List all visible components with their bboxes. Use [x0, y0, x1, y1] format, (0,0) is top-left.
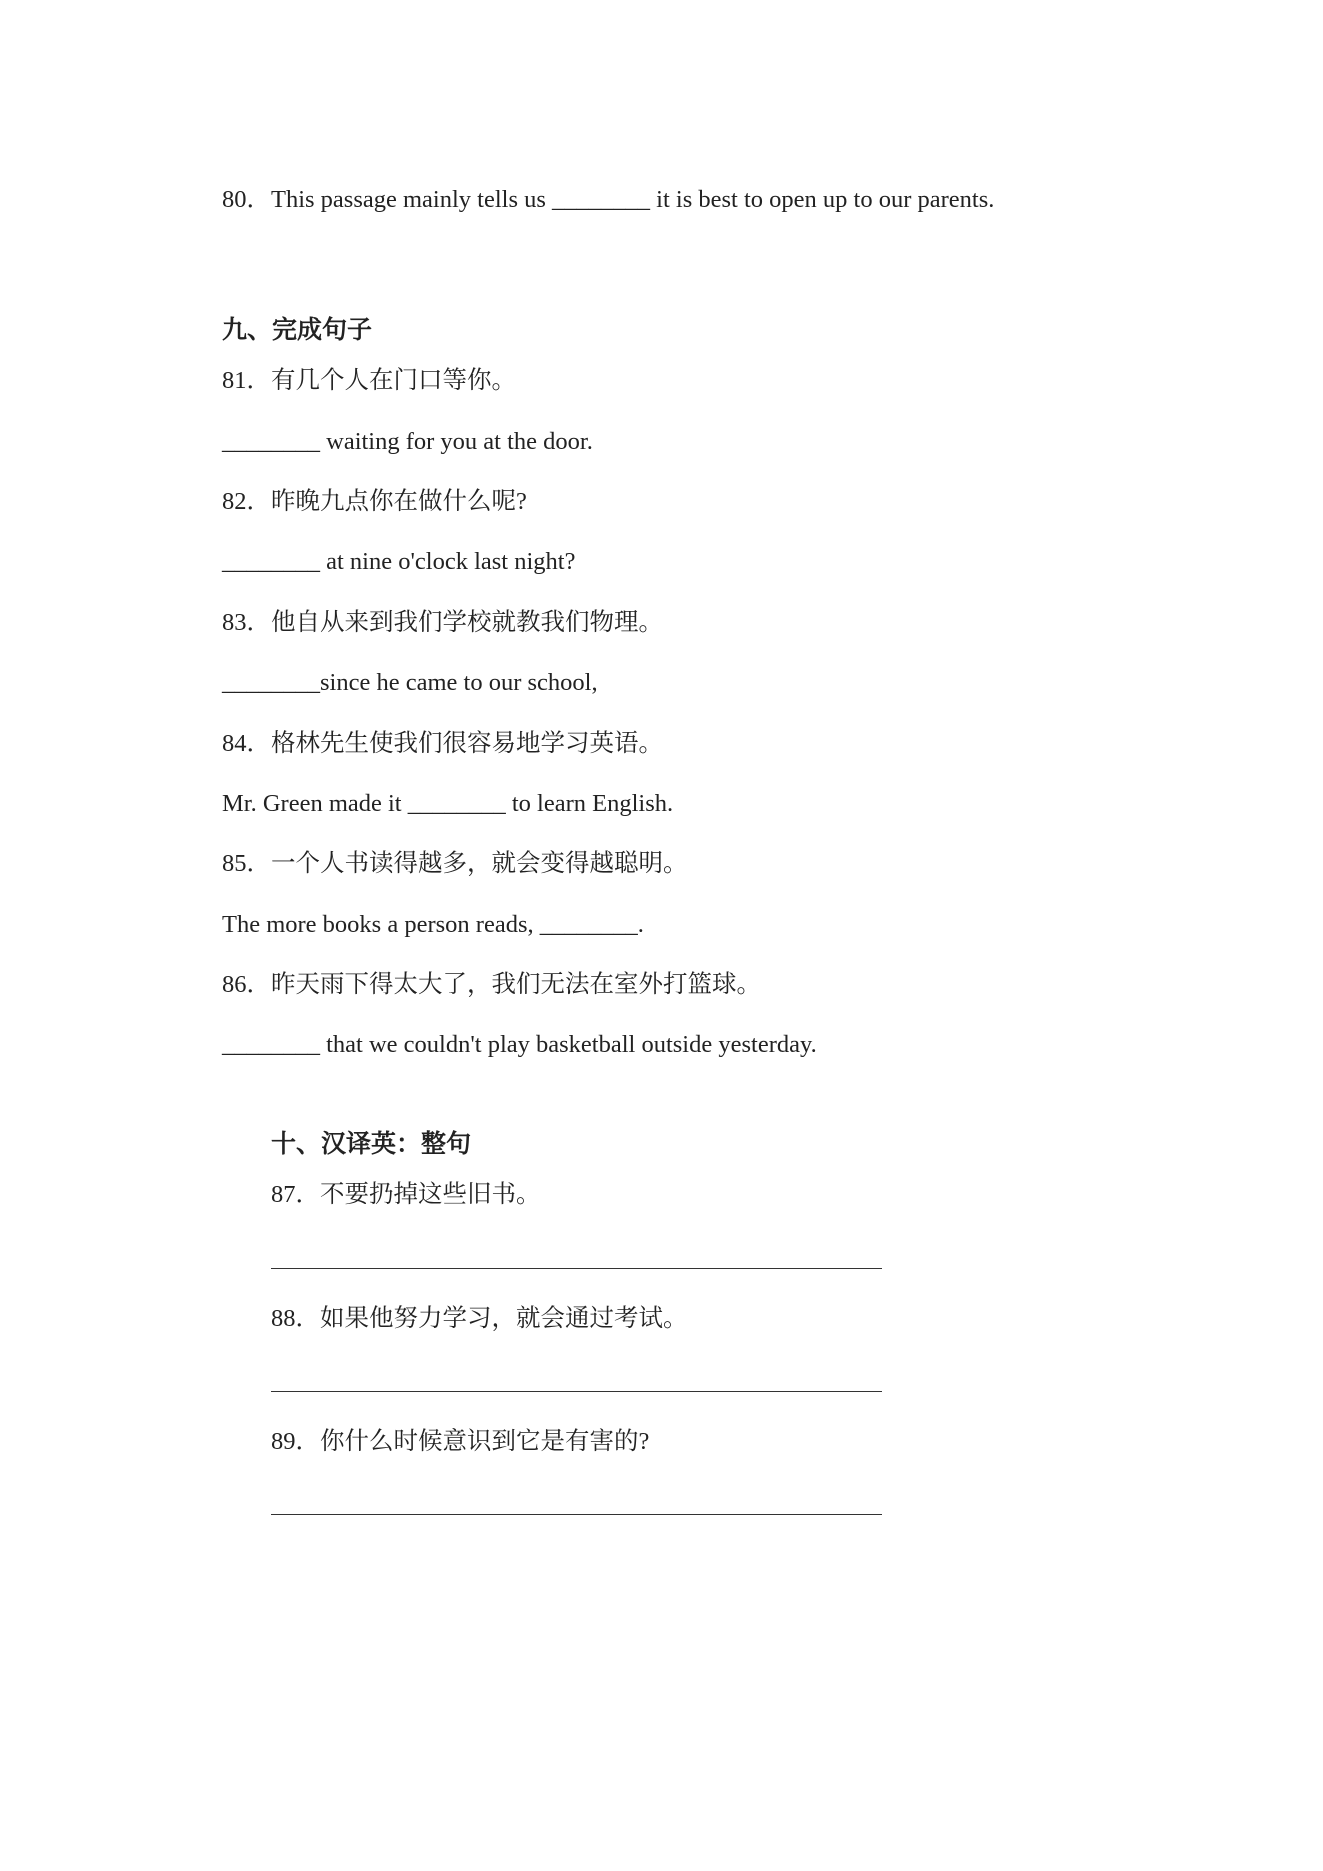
chinese-sentence: 你什么时候意识到它是有害的?	[320, 1428, 650, 1455]
chinese-sentence: 一个人书读得越多，就会变得越聪明。	[271, 850, 688, 877]
question-83-prompt	[222, 608, 663, 638]
question-number: 87．	[271, 1181, 320, 1208]
answer-line-88	[271, 1391, 882, 1392]
question-number: 86．	[222, 971, 271, 998]
question-number: 81．	[222, 367, 271, 394]
question-85-prompt	[222, 849, 688, 879]
chinese-sentence: 有几个人在门口等你。	[271, 367, 516, 394]
chinese-sentence: 如果他努力学习，就会通过考试。	[320, 1305, 688, 1332]
section-9-heading: 九、完成句子	[222, 317, 373, 344]
section-10-heading: 十、汉译英：整句	[271, 1131, 472, 1158]
chinese-sentence: 不要扔掉这些旧书。	[320, 1181, 541, 1208]
question-85-answer: The more books a person reads, ________.	[222, 911, 644, 938]
chinese-sentence: 昨晚九点你在做什么呢?	[271, 488, 527, 515]
question-89-prompt	[271, 1427, 649, 1457]
chinese-sentence: 他自从来到我们学校就教我们物理。	[271, 609, 663, 636]
question-number: 84．	[222, 730, 271, 757]
question-number: 88．	[271, 1305, 320, 1332]
question-86-prompt	[222, 970, 761, 1000]
question-83-answer: ________since he came to our school,	[222, 669, 598, 696]
question-87-prompt	[271, 1180, 541, 1210]
question-81-prompt	[222, 366, 516, 396]
chinese-sentence: 格林先生使我们很容易地学习英语。	[271, 730, 663, 757]
question-number: 82．	[222, 488, 271, 515]
question-80	[222, 185, 994, 215]
question-number: 80．	[222, 186, 271, 213]
question-82-answer: ________ at nine o'clock last night?	[222, 548, 576, 575]
chinese-sentence: 昨天雨下得太大了，我们无法在室外打篮球。	[271, 971, 761, 998]
answer-line-89	[271, 1514, 882, 1515]
question-number: 85．	[222, 850, 271, 877]
question-81-answer: ________ waiting for you at the door.	[222, 428, 593, 455]
question-88-prompt	[271, 1304, 688, 1334]
question-82-prompt	[222, 487, 527, 517]
answer-line-87	[271, 1268, 882, 1269]
question-number: 83．	[222, 609, 271, 636]
question-84-answer: Mr. Green made it ________ to learn English.	[222, 790, 674, 817]
question-86-answer: ________ that we couldn't play basketball outside yesterday.	[222, 1031, 817, 1058]
question-text: This passage mainly tells us ________ it is best to open up to our parents.	[271, 186, 995, 213]
question-number: 89．	[271, 1428, 320, 1455]
question-84-prompt	[222, 729, 663, 759]
